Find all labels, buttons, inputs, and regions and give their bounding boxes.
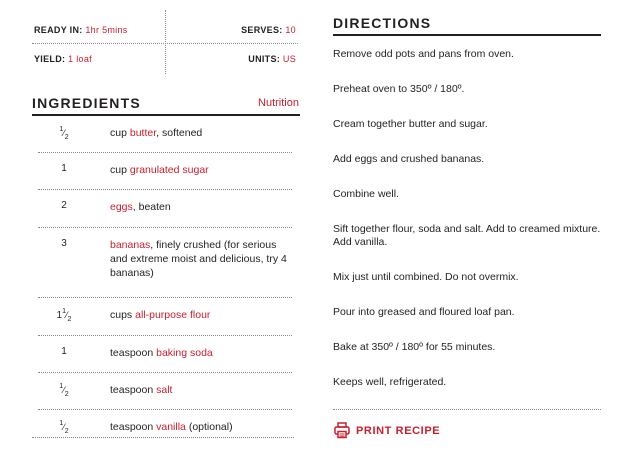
ingredient-amount: $^1⁄_2$ [59, 126, 69, 141]
ingredient-text: teaspoon baking soda [110, 347, 213, 359]
ingredient-row [38, 336, 292, 373]
ready-in-label: READY IN: [34, 25, 83, 35]
serves-label: SERVES: [241, 25, 283, 35]
ingredient-amount: $1^1⁄_2$ [56, 308, 72, 323]
ingredient-amount: 1 [61, 346, 67, 357]
ingredient-text: teaspoon vanilla (optional) [110, 421, 233, 433]
direction-step: Pour into greased and floured loaf pan. [333, 306, 515, 318]
ingredient-row [38, 298, 292, 336]
yield-value: 1 loaf [68, 54, 92, 64]
direction-step: Remove odd pots and pans from oven. [333, 48, 514, 60]
serves-value: 10 [285, 25, 296, 35]
printer-icon [334, 422, 350, 439]
ingredient-row [38, 410, 292, 446]
directions-heading: DIRECTIONS [333, 15, 432, 31]
ingredient-text: eggs, beaten [110, 201, 171, 213]
direction-step: Preheat oven to 350º / 180º. [333, 83, 465, 95]
ingredient-text: bananas, finely crushed (for serious and extreme moist and delicious, try 4 bananas) [110, 239, 287, 279]
ingredient-amount: $^1⁄_2$ [59, 383, 69, 398]
nutrition-link[interactable]: Nutrition [258, 97, 299, 109]
directions-list [333, 48, 601, 389]
ingredient-link[interactable]: eggs [110, 201, 133, 213]
units-label: UNITS: [248, 54, 281, 64]
ingredient-amount: 3 [61, 238, 67, 249]
direction-step: Mix just until combined. Do not overmix. [333, 271, 519, 283]
ingredient-row [38, 373, 292, 410]
ingredient-text: teaspoon salt [110, 384, 173, 396]
ready-in [34, 25, 128, 35]
serves [241, 25, 296, 35]
ingredient-row [38, 190, 292, 228]
ingredient-link[interactable]: vanilla [156, 421, 186, 433]
ingredient-row [38, 153, 292, 190]
ingredient-row [38, 116, 292, 153]
recipe-meta [32, 10, 300, 74]
print-recipe-button[interactable] [334, 422, 440, 439]
ingredient-amount: $^1⁄_2$ [59, 420, 69, 435]
ingredient-link[interactable]: baking soda [156, 347, 213, 359]
meta-divider-horizontal [32, 43, 298, 44]
directions-end-divider [333, 409, 601, 410]
units[interactable] [248, 54, 296, 64]
direction-step: Bake at 350º / 180º for 55 minutes. [333, 341, 496, 353]
direction-step: Cream together butter and sugar. [333, 118, 488, 130]
yield-label: YIELD: [34, 54, 66, 64]
ingredient-amount: 2 [61, 200, 67, 211]
ingredient-text: cup granulated sugar [110, 164, 209, 176]
ingredients-end-divider [32, 437, 294, 438]
ingredient-link[interactable]: bananas [110, 239, 151, 251]
direction-step: Add eggs and crushed bananas. [333, 153, 485, 165]
ingredient-link[interactable]: granulated sugar [129, 164, 209, 176]
ingredient-text: cups all-purpose flour [110, 309, 211, 321]
units-value[interactable]: US [282, 54, 296, 64]
directions-rule [333, 34, 601, 36]
ingredient-list [38, 116, 292, 446]
meta-divider-vertical [165, 10, 166, 74]
ingredient-text: cup butter, softened [110, 127, 203, 139]
yield [34, 54, 92, 64]
direction-step: Keeps well, refrigerated. [333, 376, 447, 388]
direction-step: Combine well. [333, 188, 399, 200]
ingredient-link[interactable]: salt [156, 384, 173, 396]
ingredient-row [38, 228, 292, 298]
ingredient-link[interactable]: all-purpose flour [135, 309, 211, 321]
ingredients-heading: INGREDIENTS [32, 95, 141, 111]
ready-in-value: 1hr 5mins [85, 25, 128, 35]
print-recipe-label[interactable]: PRINT RECIPE [356, 424, 441, 437]
ingredient-amount: 1 [61, 163, 67, 174]
direction-step: Sift together flour, soda and salt. Add to creamed mixture. Add vanilla. [333, 223, 601, 248]
ingredient-link[interactable]: butter [129, 127, 157, 139]
